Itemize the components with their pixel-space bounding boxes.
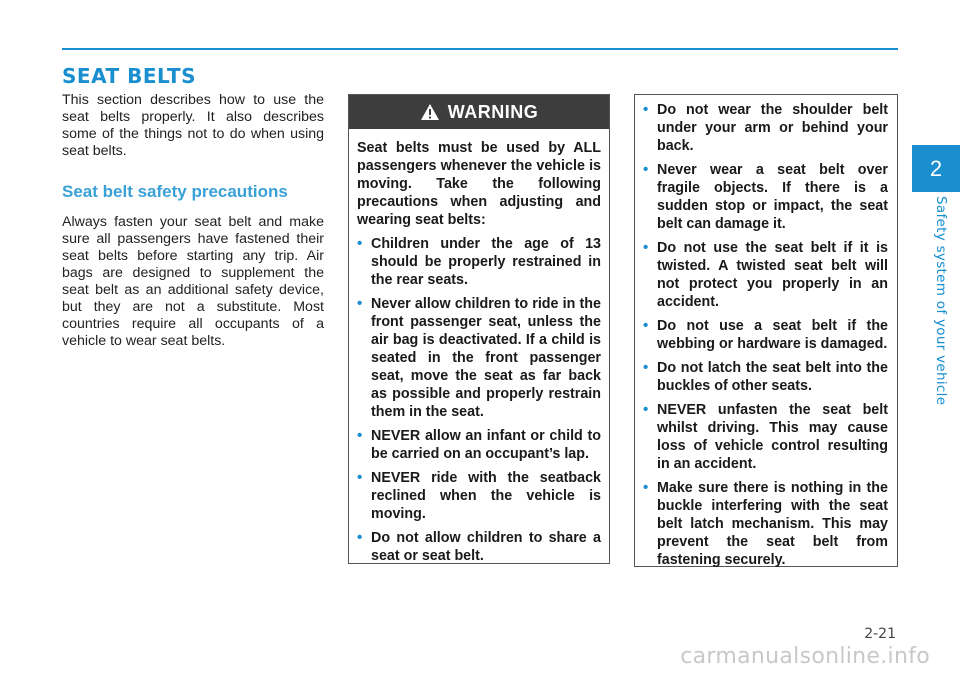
list-item: • Children under the age of 13 should be properly restrained in the rear seats. xyxy=(357,235,601,288)
list-item: • Do not use a seat belt if the webbing or hardware is damaged. xyxy=(643,317,888,352)
bullet-icon: • xyxy=(357,427,363,444)
chapter-tab: 2 xyxy=(912,145,960,192)
bullet-icon: • xyxy=(643,161,649,178)
bullet-icon: • xyxy=(643,479,649,496)
list-item: • NEVER ride with the seatback reclined when the vehicle is moving. xyxy=(357,469,601,522)
warning-list xyxy=(357,235,601,565)
warning-body xyxy=(349,129,609,565)
bullet-icon: • xyxy=(357,235,363,252)
list-item: • Do not allow children to share a seat or seat belt. xyxy=(357,529,601,564)
list-item: • Never wear a seat belt over fragile objects. If there is a sudden stop or impact, the seat belt can damage it. xyxy=(643,161,888,232)
warning-lead: Seat belts must be used by ALL passengers whenever the vehicle is moving. Take the following precautions when adjusting and wearing seat belts: xyxy=(357,140,601,228)
bullet-icon: • xyxy=(357,295,363,312)
watermark: carmanualsonline.info xyxy=(680,644,930,669)
precautions-paragraph: Always fasten your seat belt and make sure all passengers have fastened their seat belts before starting any trip. Air bags are designed to supplement the seat belt as an additional safety device, but they are not a substitute. Most countries require all occupants of a vehicle to wear seat belts. xyxy=(62,214,324,349)
left-column xyxy=(62,92,324,350)
warning-header xyxy=(349,95,609,129)
bullet-icon: • xyxy=(643,401,649,418)
list-item: • NEVER unfasten the seat belt whilst driving. This may cause loss of vehicle control resulting in an accident. xyxy=(643,401,888,472)
bullet-icon: • xyxy=(643,359,649,376)
warning-triangle-icon xyxy=(420,103,440,121)
list-item: • Do not use the seat belt if it is twisted. A twisted seat belt will not protect you properly in an accident. xyxy=(643,239,888,310)
list-item: • Make sure there is nothing in the buckle interfering with the seat belt latch mechanism. This may prevent the seat belt from fastening securely. xyxy=(643,479,888,568)
list-item: • Never allow children to ride in the front passenger seat, unless the air bag is deactivated. If a child is seated in the front passenger seat, move the seat as far back as possible and properly restrain them in the seat. xyxy=(357,295,601,420)
bullet-icon: • xyxy=(357,529,363,546)
bullet-icon: • xyxy=(357,469,363,486)
subheading: Seat belt safety precautions xyxy=(62,182,288,201)
continued-list xyxy=(643,101,888,569)
warning-continued-box xyxy=(634,94,898,567)
top-rule xyxy=(62,48,898,50)
intro-paragraph: This section describes how to use the seat belts properly. It also describes some of the things not to do when using seat belts. xyxy=(62,92,324,159)
list-item: • NEVER allow an infant or child to be carried on an occupant’s lap. xyxy=(357,427,601,462)
list-item: • Do not wear the shoulder belt under your arm or behind your back. xyxy=(643,101,888,154)
chapter-title: Safety system of your vehicle xyxy=(933,196,949,406)
section-title: SEAT BELTS xyxy=(62,64,196,88)
bullet-icon: • xyxy=(643,239,649,256)
warning-box xyxy=(348,94,610,564)
bullet-icon: • xyxy=(643,101,649,118)
warning-label: WARNING xyxy=(447,101,539,122)
page-number: 2-21 xyxy=(864,626,896,642)
list-item: • Do not latch the seat belt into the buckles of other seats. xyxy=(643,359,888,394)
bullet-icon: • xyxy=(643,317,649,334)
